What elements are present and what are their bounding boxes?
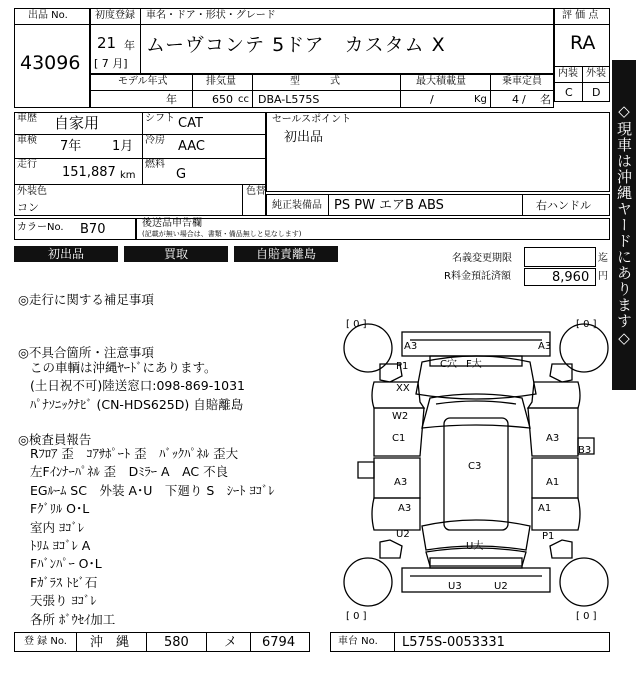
capacity-slash: / — [522, 93, 526, 106]
ext-color-value: コン — [17, 201, 39, 214]
inspector-line: Fｶﾞﾗｽ ﾄﾋﾞ石 — [30, 575, 98, 590]
inspector-report-label: ◎検査員報告 — [18, 432, 92, 447]
inspector-line: EGﾙｰﾑ SC 外装 A･U 下廻り S ｼｰﾄ ﾖｺﾞﾚ — [30, 483, 275, 498]
steering-value: 右ハンドル — [536, 199, 591, 212]
inspector-line: Rﾌﾛｱ 歪 ｺｱｻﾎﾟｰﾄ 歪 ﾊﾞｯｸﾊﾟﾈﾙ 歪大 — [30, 446, 239, 461]
capacity-value: 4 — [512, 93, 519, 106]
selling-label: セールスポイント — [272, 114, 352, 125]
registration-class: 580 — [164, 635, 189, 650]
type-value: DBA-L575S — [258, 93, 320, 106]
color-no-label: カラーNo. — [17, 222, 64, 233]
displacement-label: 排気量 — [206, 76, 236, 87]
diagram-bracket: [ 0 ] — [346, 611, 367, 622]
mark-b3: B3 — [578, 445, 592, 456]
mark-w2: W2 — [392, 411, 409, 422]
mark-u3: U3 — [448, 581, 462, 592]
exterior-label: 外装 — [586, 68, 606, 79]
inspector-line: Fｸﾞﾘﾙ O･L — [30, 501, 90, 516]
mark-u2: U2 — [396, 529, 410, 540]
displacement-value: 650 — [212, 93, 233, 106]
defect-line: この車輌は沖縄ﾔｰﾄﾞにあります。 — [30, 360, 217, 375]
car-name-label: 車名・ドア・形状・グレード — [146, 10, 276, 21]
tag-insurance-island: 自賠責離島 — [234, 246, 338, 262]
mileage-value: 151,887 — [62, 165, 116, 180]
rating-label: 評 価 点 — [562, 10, 599, 21]
mark-u2-rear: U2 — [494, 581, 508, 592]
shift-label: シフト — [145, 113, 175, 124]
mark-a1-right-low: A1 — [538, 503, 552, 514]
mark-u-large: U大 — [466, 541, 484, 552]
mark-c1: C1 — [392, 433, 406, 444]
recycle-label: R料金預託済額 — [444, 271, 511, 282]
lot-label: 出品 No. — [28, 10, 68, 21]
mark-p1-low: P1 — [542, 531, 555, 542]
capacity-unit: 名 — [540, 93, 551, 106]
interior-label: 内装 — [558, 68, 578, 79]
ac-label: 冷房 — [145, 135, 165, 146]
ext-color-label: 外装色 — [17, 186, 47, 197]
mark-a1-right: A1 — [546, 477, 560, 488]
history-label: 車歴 — [17, 113, 37, 124]
mark-a3-left-mid: A3 — [394, 477, 408, 488]
ac-value: AAC — [178, 139, 205, 154]
year-unit: 年 — [124, 39, 135, 52]
name-change-suffix: 迄 — [598, 253, 608, 264]
defect-line: ﾊﾟﾅｿﾆｯｸﾅﾋﾞ (CN-HDS625D) 自賠離島 — [30, 397, 244, 412]
mark-a3-left-low: A3 — [398, 503, 412, 514]
mark-xx: XX — [396, 383, 410, 394]
diagram-bracket: [ 0 ] — [346, 319, 367, 330]
equipment-label: 純正装備品 — [272, 200, 322, 211]
exterior-grade: D — [592, 86, 601, 99]
diagram-bracket: [ 0 ] — [576, 611, 597, 622]
defect-line: (土日祝不可)陸送窓口:098-869-1031 — [30, 378, 246, 393]
mark-front-a3-left: A3 — [404, 341, 418, 352]
mark-f-large: F大 — [466, 359, 482, 370]
load-slash: / — [430, 93, 434, 106]
chassis-number: L575S-0053331 — [402, 635, 505, 650]
type-label: 型 式 — [290, 76, 340, 87]
lot-number: 43096 — [20, 52, 81, 74]
registration-area: 沖 縄 — [90, 635, 130, 650]
name-change-label: 名義変更期限 — [452, 253, 512, 264]
tag-purchase: 買取 — [124, 246, 228, 262]
fuel-value: G — [176, 167, 187, 182]
okinawa-yard-notice: ◇現車は沖縄ヤードにあります◇ — [612, 60, 636, 390]
name-change-box — [524, 247, 596, 267]
recycle-unit: 円 — [598, 271, 608, 282]
interior-grade: C — [565, 86, 573, 99]
inspector-line: 各所 ﾎﾞｳｾｲ加工 — [30, 612, 116, 627]
inspection-month: 1月 — [112, 139, 134, 154]
inspector-line: 天張り ﾖｺﾞﾚ — [30, 593, 97, 608]
load-label: 最大積載量 — [416, 76, 466, 87]
kg-unit: Kg — [474, 94, 487, 105]
cc-unit: cc — [238, 94, 249, 105]
mark-a3-right-mid: A3 — [546, 433, 560, 444]
rating-value: RA — [570, 32, 596, 54]
shift-value: CAT — [178, 116, 203, 131]
inspector-line: ﾄﾘﾑ ﾖｺﾞﾚ A — [30, 538, 91, 553]
registration-kana: メ — [224, 635, 238, 650]
color-change-label: 色替 — [246, 186, 266, 197]
fuel-label: 燃料 — [145, 159, 165, 170]
details-box — [14, 112, 266, 216]
recycle-amount: 8,960 — [552, 270, 590, 285]
inspector-line: 室内 ﾖｺﾞﾚ — [30, 520, 84, 535]
inspector-line: Fﾊﾞﾝﾊﾟｰ O･L — [30, 556, 102, 571]
car-name: ムーヴコンテ 5ドア カスタム X — [146, 34, 446, 56]
selling-value: 初出品 — [284, 130, 324, 145]
docs-note: (記載が無い場合は、書類・備品無しと見なします) — [142, 230, 302, 238]
chassis-label: 車台 No. — [338, 636, 378, 647]
first-reg-year: 21 — [97, 34, 117, 52]
diagram-bracket: [ 0 ] — [576, 319, 597, 330]
first-reg-month: [ 7 月] — [94, 57, 128, 70]
registration-label: 登 録 No. — [24, 636, 67, 647]
mark-front-a3-right: A3 — [538, 341, 552, 352]
equipment-value: PS PW エアB ABS — [334, 198, 444, 213]
first-reg-label: 初度登録 — [95, 10, 135, 21]
inspection-label: 車検 — [17, 135, 37, 146]
tag-first-listing: 初出品 — [14, 246, 118, 262]
km-unit: km — [120, 170, 136, 181]
mark-c3: C3 — [468, 461, 482, 472]
color-no-value: B70 — [80, 222, 106, 237]
inspector-line: 左Fｲﾝﾅｰﾊﾟﾈﾙ 歪 Dﾐﾗｰ A AC 不良 — [30, 464, 229, 479]
model-year-label: モデル年式 — [118, 76, 168, 87]
registration-number: 6794 — [262, 635, 296, 650]
history-value: 自家用 — [54, 114, 100, 132]
mileage-label: 走行 — [17, 159, 37, 170]
model-year-unit: 年 — [166, 93, 177, 106]
capacity-label: 乗車定員 — [502, 76, 542, 87]
docs-label: 後送品申告欄 — [142, 218, 202, 229]
defect-notes-label: ◎不具合箇所・注意事項 — [18, 345, 154, 360]
driving-notes-label: ◎走行に関する補足事項 — [18, 292, 154, 307]
mark-c-hole: C穴 — [440, 359, 457, 370]
inspection-year: 7年 — [60, 139, 82, 154]
mark-p1-top: P1 — [396, 361, 409, 372]
